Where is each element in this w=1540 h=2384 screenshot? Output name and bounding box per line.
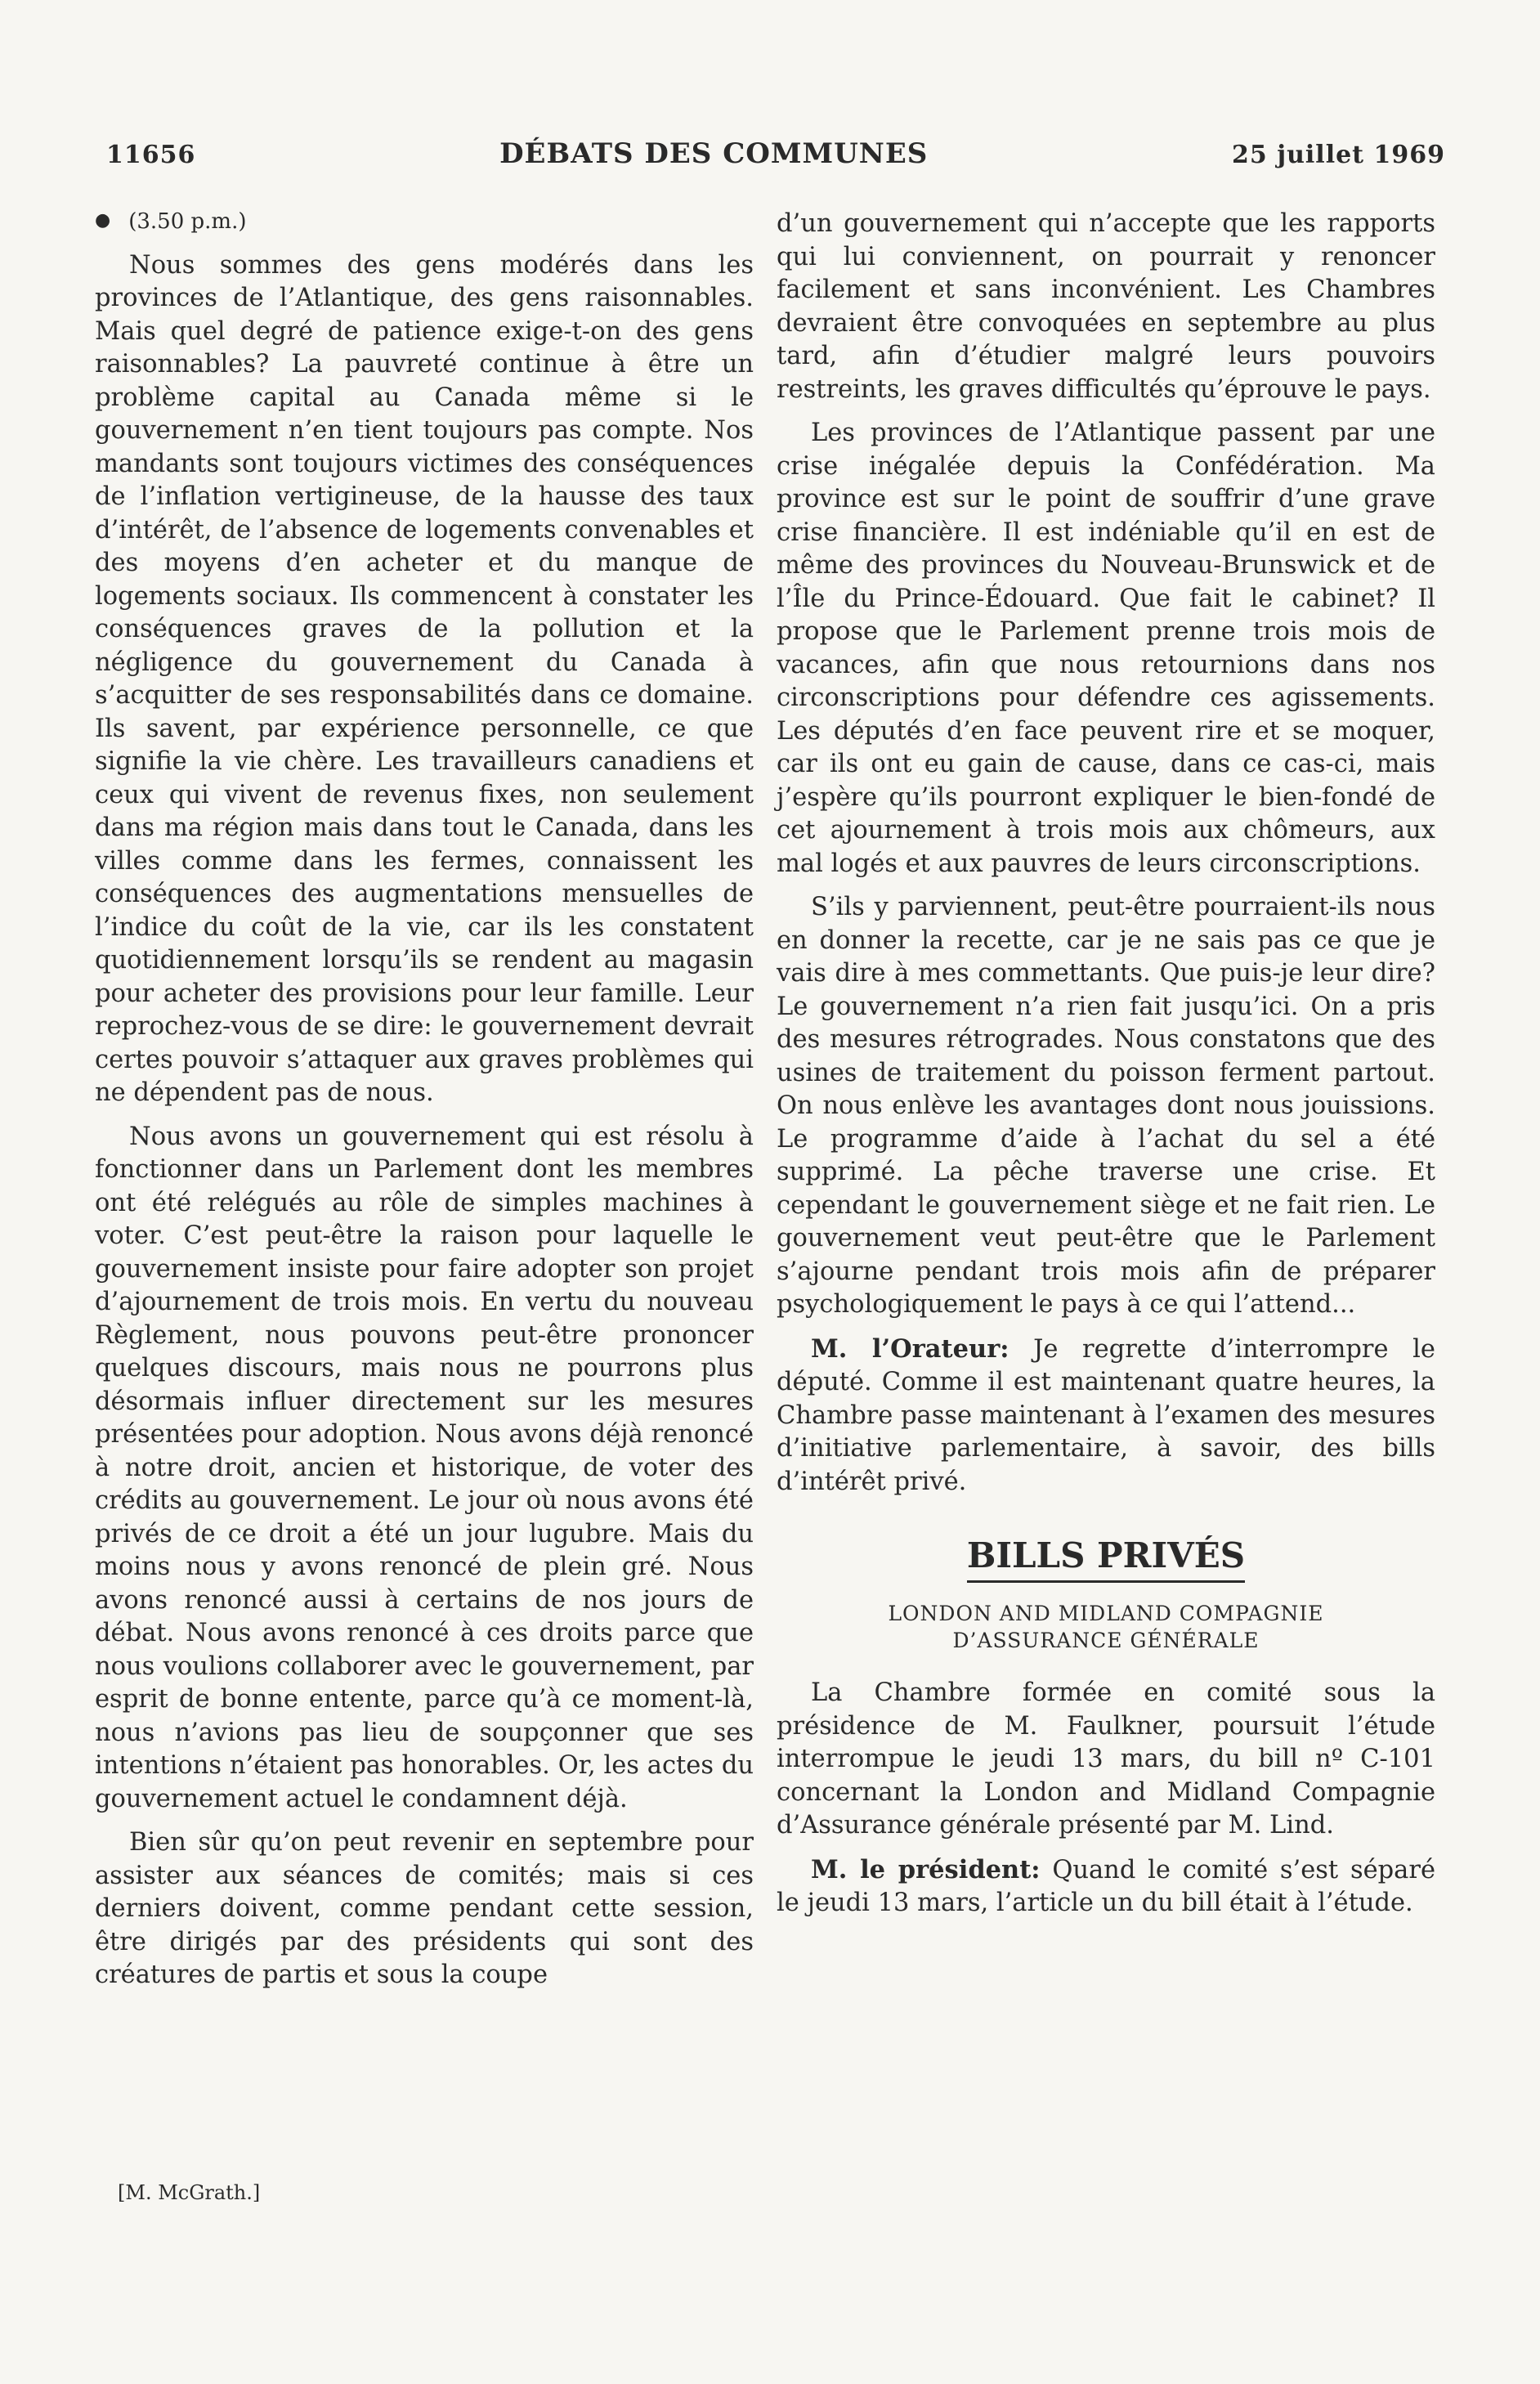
- speaker-reference: [M. McGrath.]: [118, 2181, 261, 2204]
- paragraph: d’un gouvernement qui n’accepte que les rapports qui lui conviennent, on pourrait y renoncer facilement et sans inconvénient. Les Chambres devraient être convoquées en septembre au plus tard, afin d’étudier malgré leurs pouvoirs restreints, les graves difficultés qu’éprouve le pays.: [777, 209, 1435, 404]
- speaker-paragraph: [777, 1333, 1435, 1499]
- time-marker-line: [95, 204, 754, 239]
- speaker-text: Quand le comité s’est séparé le jeudi 13 mars, l’article un du bill était à l’étude.: [777, 1855, 1435, 1917]
- paragraph: Les provinces de l’Atlantique passent par une crise inégalée depuis la Confédération. Ma province est sur le point de souffrir d’une grave crise financière. Il est indéniable qu’il en est de même des provinces du Nouveau-Brunswick et de l’Île du Prince-Édouard. Que fait le cabinet? Il propose que le Parlement prenne trois mois de vacances, afin que nous retournions dans nos circonscriptions pour défendre ces agissements. Les députés d’en face peuvent rire et se moquer, car ils ont eu gain de cause, dans ce cas-ci, mais j’espère qu’ils pourront expliquer le bien-fondé de cet ajournement à trois mois aux chômeurs, aux mal logés et aux pauvres de leurs circonscriptions.: [777, 419, 1435, 878]
- speaker-text: Je regrette d’interrompre le député. Comme il est maintenant quatre heures, la Chambre passe maintenant à l’examen des mesures d’initiative parlementaire, à savoir, des bills d’intérêt privé.: [777, 1334, 1435, 1496]
- section-heading-text: BILLS PRIVÉS: [967, 1535, 1245, 1583]
- bill-title: [777, 1600, 1435, 1654]
- page-header: [106, 137, 1445, 178]
- speaker-name: M. le président:: [811, 1854, 1041, 1884]
- section-heading: [777, 1536, 1435, 1575]
- page-number: 11656: [106, 141, 196, 169]
- paragraph: Bien sûr qu’on peut revenir en septembre pour assister aux séances de comités; mais si ces derniers doivent, comme pendant cette session, être dirigés par des présidents qui sont des créatures de partis et sous la coupe: [95, 1828, 754, 1989]
- right-column: [777, 208, 1435, 1931]
- paragraph: Nous avons un gouvernement qui est résolu à fonctionner dans un Parlement dont les membres ont été relégués au rôle de simples machines à voter. C’est peut-être la raison pour laquelle le gouvernement insiste pour faire adopter son projet d’ajournement de trois mois. En vertu du nouveau Règlement, nous pouvons peut-être prononcer quelques discours, mais nous ne pourrons plus désormais influer directement sur les mesures présentées pour adoption. Nous avons déjà renoncé à notre droit, ancien et historique, de voter des crédits au gouvernement. Le jour où nous avons été privés de ce droit a été un jour lugubre. Mais du moins nous y avons renoncé de plein gré. Nous avons renoncé aussi à certains de nos jours de débat. Nous avons renoncé à ces droits parce que nous voulions collaborer avec le gouvernement, par esprit de bonne entente, parce qu’à ce moment-là, nous n’avions pas lieu de soupçonner que ses intentions n’étaient pas honorables. Or, les actes du gouvernement actuel le condamnent déjà.: [95, 1122, 754, 1813]
- page-date: 25 juillet 1969: [1232, 141, 1445, 169]
- speaker-name: M. l’Orateur:: [811, 1333, 1010, 1364]
- left-column: [95, 204, 754, 2003]
- paragraph: Nous sommes des gens modérés dans les provinces de l’Atlantique, des gens raisonnables. Mais quel degré de patience exige-t-on des gens raisonnables? La pauvreté continue à être un problème capital au Canada même si le gouvernement n’en tient toujours pas compte. Nos mandants sont toujours victimes des conséquences de l’inflation vertigineuse, de la hausse des taux d’intérêt, de l’absence de logements convenables et des moyens d’en acheter et du manque de logements sociaux. Ils commencent à constater les conséquences graves de la pollution et la négligence du gouvernement du Canada à s’acquitter de ses responsabilités dans ce domaine. Ils savent, par expérience personnelle, ce que signifie la vie chère. Les travailleurs canadiens et ceux qui vivent de revenus fixes, non seulement dans ma région mais dans tout le Canada, dans les villes comme dans les fermes, connaissent les conséquences des augmentations mensuelles de l’indice du coût de la vie, car ils les constatent quotidiennement lorsqu’ils se rendent au magasin pour acheter des provisions pour leur famille. Leur reprochez-vous de se dire: le gouvernement devrait certes pouvoir s’attaquer aux graves problèmes qui ne dépendent pas de nous.: [95, 250, 754, 1107]
- bill-title-line: LONDON AND MIDLAND COMPAGNIE: [888, 1602, 1324, 1625]
- time-marker: (3.50 p.m.): [128, 209, 247, 234]
- publication-title: DÉBATS DES COMMUNES: [499, 137, 929, 170]
- paragraph: La Chambre formée en comité sous la présidence de M. Faulkner, poursuit l’étude interrompue le jeudi 13 mars, du bill nº C-101 concernant la London and Midland Compagnie d’Assurance générale présenté par M. Lind.: [777, 1678, 1435, 1840]
- bill-title-line: D’ASSURANCE GÉNÉRALE: [952, 1629, 1260, 1652]
- bullet-icon: ●: [95, 210, 111, 231]
- paragraph: S’ils y parviennent, peut-être pourraient-ils nous en donner la recette, car je ne sais pas ce que je vais dire à mes commettants. Que puis-je leur dire? Le gouvernement n’a rien fait jusqu’ici. On a pris des mesures rétrogrades. Nous constatons que des usines de traitement du poisson ferment partout. On nous enlève les avantages dont nous jouissions. Le programme d’aide à l’achat du sel a été supprimé. La pêche traverse une crise. Et cependant le gouvernement siège et ne fait rien. Le gouvernement veut peut-être que le Parlement s’ajourne pendant trois mois afin de préparer psychologiquement le pays à ce qui l’attend...: [777, 893, 1435, 1319]
- speaker-paragraph: [777, 1853, 1435, 1920]
